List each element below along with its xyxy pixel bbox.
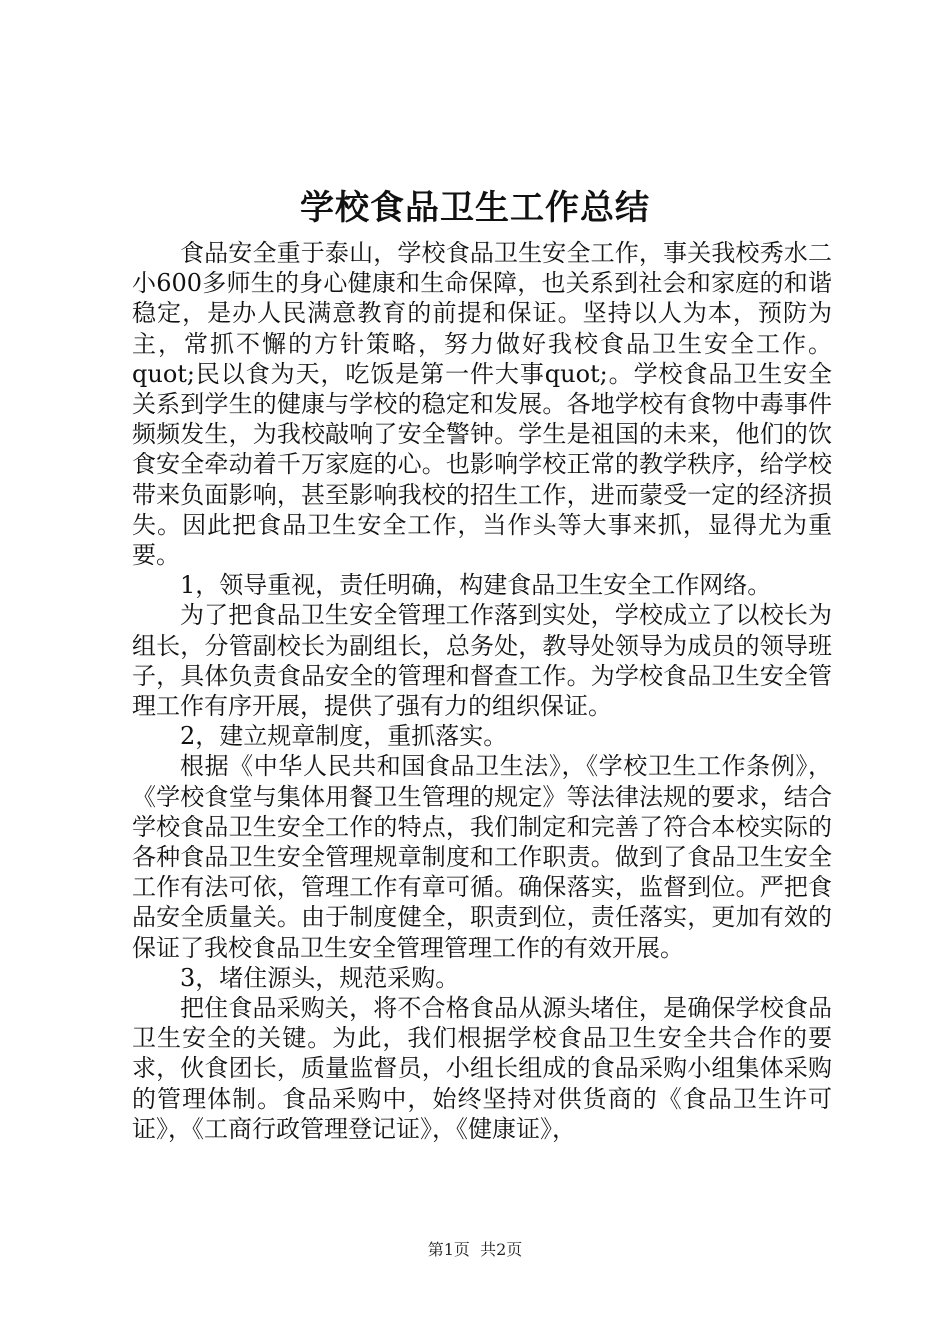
section-heading-3: 3，堵住源头，规范采购。 [180,963,460,992]
section-heading-1: 1，领导重视，责任明确，构建食品卫生安全工作网络。 [180,571,772,600]
page-title: 学校食品卫生工作总结 [300,188,650,228]
paragraph-section-1: 为了把食品卫生安全管理工作落到实处，学校成立了以校长为组长，分管副校长为副组长，总务处，教导处领导为成员的领导班子，具体负责食品安全的管理和督查工作。为学校食品卫生安全管理工作有序开展，提供了强有力的组织保证。 [132,601,832,721]
document-body [132,238,832,1144]
paragraph-intro: 食品安全重于泰山，学校食品卫生安全工作，事关我校秀水二小600多师生的身心健康和生命保障，也关系到社会和家庭的和谐稳定，是办人民满意教育的前提和保证。坚持以人为本，预防为主，常抓不懈的方针策略，努力做好我校食品卫生安全工作。quot;民以食为天，吃饭是第一件大事quot;。学校食品卫生安全关系到学生的健康与学校的稳定和发展。各地学校有食物中毒事件频频发生，为我校敲响了安全警钟。学生是祖国的未来，他们的饮食安全牵动着千万家庭的心。也影响学校正常的教学秩序，给学校带来负面影响，甚至影响我校的招生工作，进而蒙受一定的经济损失。因此把食品卫生安全工作，当作头等大事来抓，显得尤为重要。 [132,239,832,570]
paragraph-section-2: 根据《中华人民共和国食品卫生法》，《学校卫生工作条例》，《学校食堂与集体用餐卫生管理的规定》等法律法规的要求，结合学校食品卫生安全工作的特点，我们制定和完善了符合本校实际的各种食品卫生安全管理规章制度和工作职责。做到了食品卫生安全工作有法可依，管理工作有章可循。确保落实，监督到位。严把食品安全质量关。由于制度健全，职责到位，责任落实，更加有效的保证了我校食品卫生安全管理管理工作的有效开展。 [132,752,832,962]
paragraph-section-3: 把住食品采购关，将不合格食品从源头堵住，是确保学校食品卫生安全的关键。为此，我们根据学校食品卫生安全共合作的要求，伙食团长，质量监督员，小组长组成的食品采购小组集体采购的管理体制。食品采购中，始终坚持对供货商的《食品卫生许可证》，《工商行政管理登记证》，《健康证》， [132,994,832,1143]
page-footer: 第1页 共2页 [427,1240,523,1259]
section-heading-2: 2，建立规章制度，重抓落实。 [180,722,508,751]
